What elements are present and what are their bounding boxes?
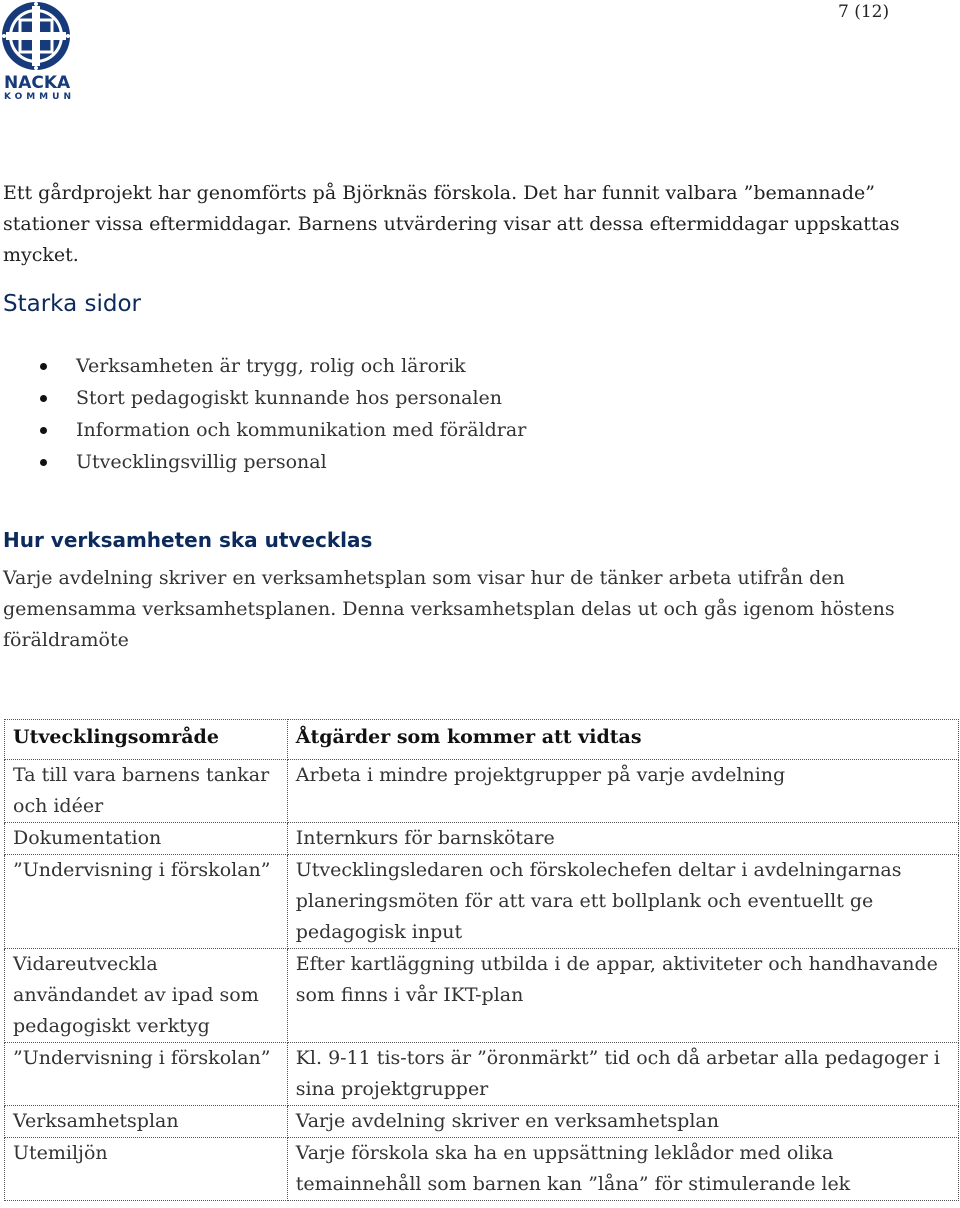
development-heading: Hur verksamheten ska utvecklas [3,528,373,552]
area-cell: Utemiljön [5,1138,288,1201]
list-item-text: Utvecklingsvillig personal [76,451,327,473]
intro-paragraph: Ett gårdprojekt har genomförts på Björknäs förskola. Det har funnit valbara ”bemannade” stationer vissa eftermiddagar. Barnens utvärdering visar att dessa eftermiddagar uppskattas mycket. [3,182,900,266]
action-cell: Arbeta i mindre projektgrupper på varje avdelning [287,760,958,823]
list-item-text: Stort pedagogiskt kunnande hos personalen [76,387,503,409]
list-item [0,414,526,446]
column-header-action: Åtgärder som kommer att vidtas [287,720,958,760]
list-item-text: Verksamheten är trygg, rolig och lärorik [76,355,466,377]
list-item [0,382,526,414]
action-table [4,719,959,1201]
bullet-icon [40,427,47,434]
area-cell: Dokumentation [5,823,288,855]
table-row [5,760,959,823]
nacka-logo [0,0,76,106]
action-cell: Varje förskola ska ha en uppsättning leklådor med olika temainnehåll som barnen kan ”låna” för stimulerande lek [287,1138,958,1201]
action-cell: Varje avdelning skriver en verksamhetsplan [287,1106,958,1138]
area-cell: Verksamhetsplan [5,1106,288,1138]
bullet-icon [40,395,47,402]
strengths-heading: Starka sidor [3,291,141,317]
development-paragraph: Varje avdelning skriver en verksamhetsplan som visar hur de tänker arbeta utifrån den gemensamma verksamhetsplanen. Denna verksamhetsplan delas ut och gås igenom höstens föräldramöte [3,567,895,651]
table-row [5,855,959,949]
action-cell: Internkurs för barnskötare [287,823,958,855]
logo-name: NACKA [4,73,71,93]
strengths-list [0,350,526,478]
list-item-text: Information och kommunikation med föräldrar [76,419,527,441]
list-item [0,446,526,478]
list-item [0,350,526,382]
action-cell: Efter kartläggning utbilda i de appar, aktiviteter och handhavande som finns i vår IKT-plan [287,949,958,1043]
page-number: 7 (12) [838,2,890,22]
area-cell: Vidareutveckla användandet av ipad som pedagogiskt verktyg [5,949,288,1043]
table-row [5,1106,959,1138]
column-header-area: Utvecklingsområde [5,720,288,760]
table-row [5,949,959,1043]
area-cell: ”Undervisning i förskolan” [5,1043,288,1106]
bullet-icon [40,459,47,466]
area-cell: ”Undervisning i förskolan” [5,855,288,949]
area-cell: Ta till vara barnens tankar och idéer [5,760,288,823]
nacka-emblem-icon [0,0,76,74]
table-row [5,1043,959,1106]
table-row [5,1138,959,1201]
logo-subtitle: KOMMUN [4,92,75,102]
action-cell: Utvecklingsledaren och förskolechefen deltar i avdelningarnas planeringsmöten för att vara ett bollplank och eventuellt ge pedagogisk input [287,855,958,949]
table-row [5,823,959,855]
action-cell: Kl. 9-11 tis-tors är ”öronmärkt” tid och då arbetar alla pedagoger i sina projektgrupper [287,1043,958,1106]
table-header-row [5,720,959,760]
bullet-icon [40,363,47,370]
